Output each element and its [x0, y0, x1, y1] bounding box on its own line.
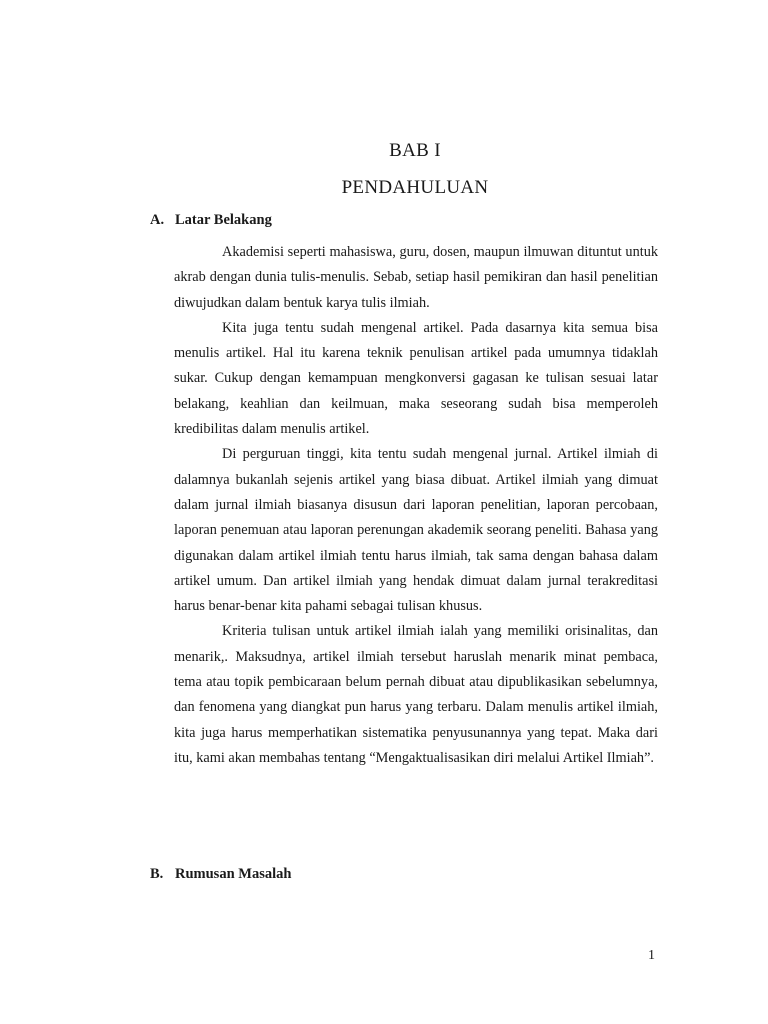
section-number: B. [150, 866, 164, 882]
section-number: A. [150, 212, 165, 228]
paragraph: Kriteria tulisan untuk artikel ilmiah ialah yang memiliki orisinalitas, dan menarik,. Maksudnya, artikel ilmiah tersebut haruslah menarik minat pembaca, tema atau topik pembicaraan belum pernah dibuat atau dipublikasikan sebelumnya, dan fenomena yang diangkat pun harus yang terbaru. Dalam menulis artikel ilmiah, kita juga harus memperhatikan sistematika penyusunannya yang tepat. Maka dari itu, kami akan membahas tentang “Mengaktualisasikan diri melalui Artikel Ilmiah”. [174, 623, 658, 766]
section-title: Latar Belakang [175, 212, 272, 228]
page-number: 1 [648, 948, 655, 963]
section-heading-a [150, 212, 272, 229]
paragraph: Di perguruan tinggi, kita tentu sudah mengenal jurnal. Artikel ilmiah di dalamnya bukanlah sejenis artikel yang biasa dibuat. Artikel ilmiah yang dimuat dalam jurnal ilmiah biasanya disusun dari laporan penelitian, laporan percobaan, laporan penemuan atau laporan perenungan akademik seorang peneliti. Bahasa yang digunakan dalam artikel ilmiah tentu harus ilmiah, tak sama dengan bahasa dalam artikel umum. Dan artikel ilmiah yang hendak dimuat dalam jurnal terakreditasi harus benar-benar kita pahami sebagai tulisan khusus. [174, 446, 658, 615]
section-heading-b [150, 866, 291, 883]
section-title: Rumusan Masalah [175, 866, 292, 882]
section-body [174, 240, 658, 771]
paragraph: Kita juga tentu sudah mengenal artikel. Pada dasarnya kita semua bisa menulis artikel. Hal itu karena teknik penulisan artikel pada umumnya tidaklah sukar. Cukup dengan kemampuan mengkonversi gagasan ke tulisan sesuai latar belakang, keahlian dan keilmuan, maka seseorang sudah bisa memperoleh kredibilitas dalam menulis artikel. [174, 319, 658, 438]
chapter-number: BAB I [389, 140, 441, 161]
paragraph: Akademisi seperti mahasiswa, guru, dosen, maupun ilmuwan dituntut untuk akrab dengan dunia tulis-menulis. Sebab, setiap hasil pemikiran dan hasil penelitian diwujudkan dalam bentuk karya tulis ilmiah. [174, 244, 658, 311]
chapter-title: PENDAHULUAN [341, 177, 489, 198]
